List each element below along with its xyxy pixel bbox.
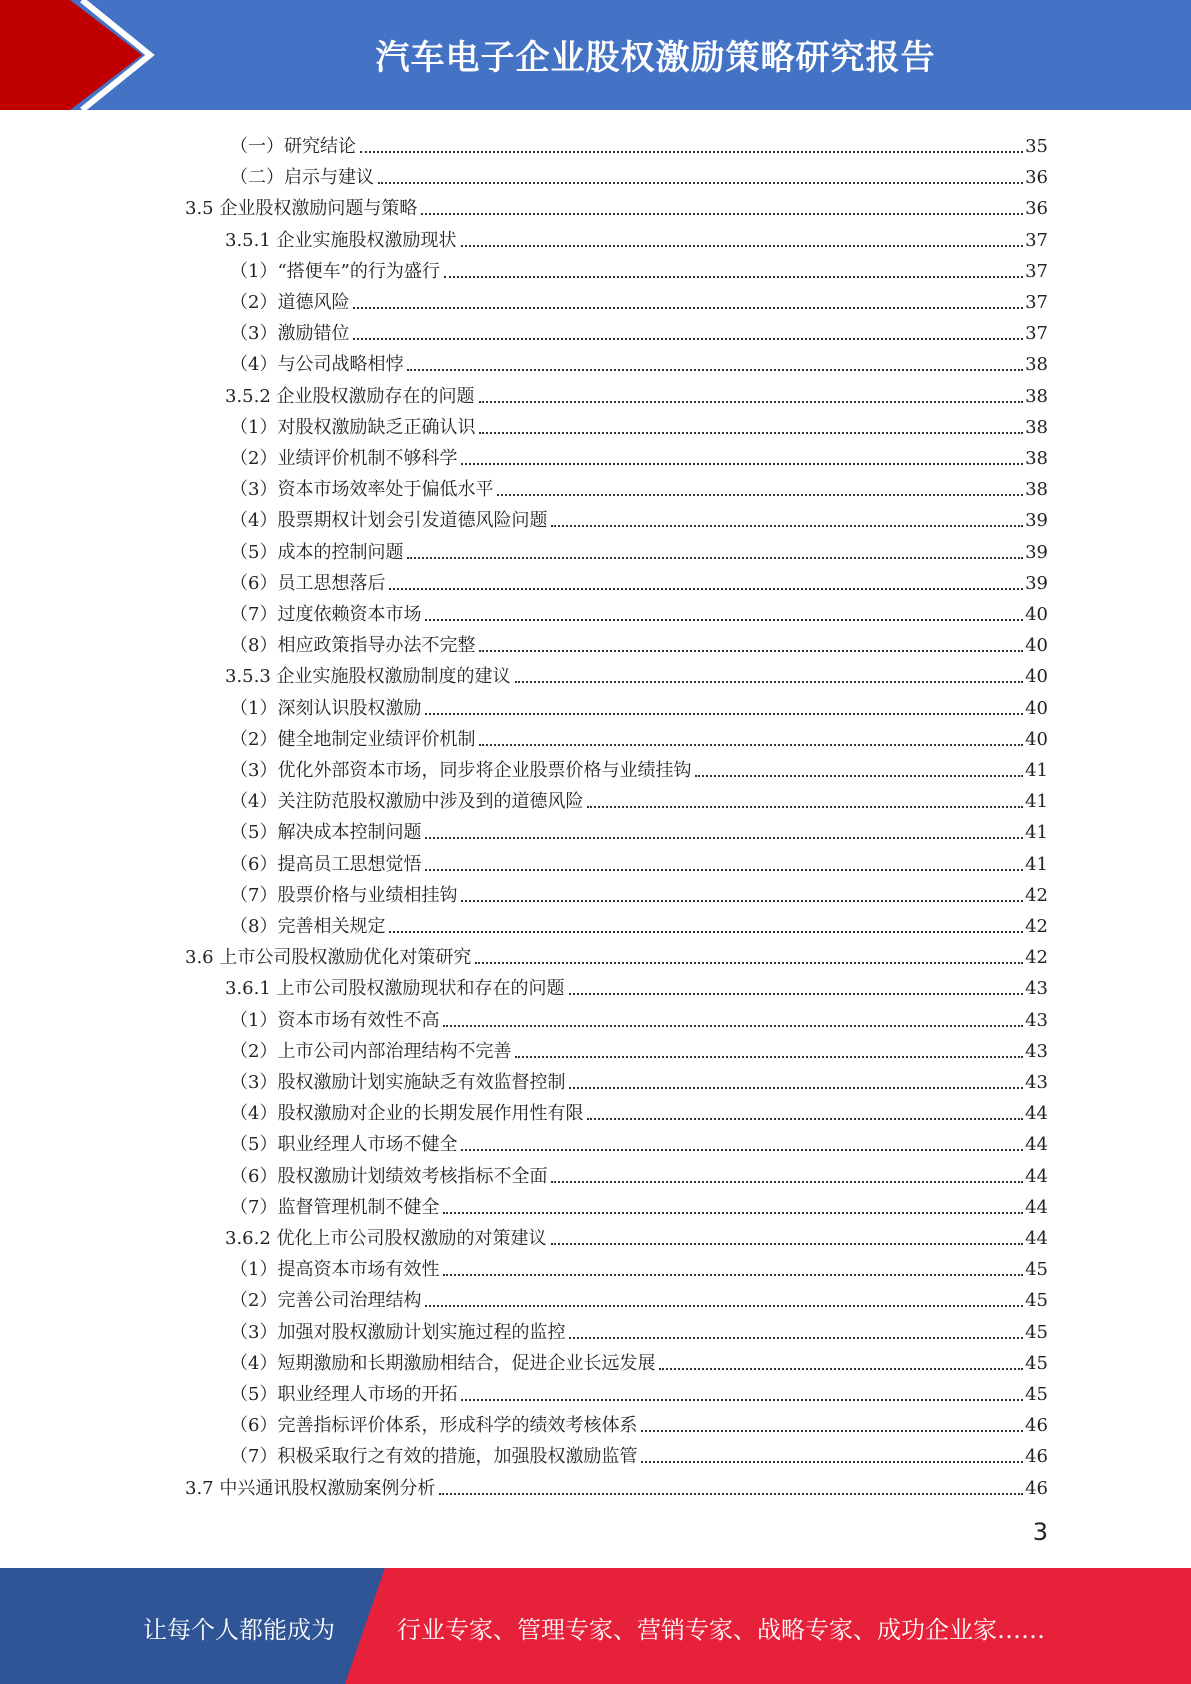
toc-entry-title: （2）完善公司治理结构 [230, 1290, 422, 1312]
toc-entry[interactable] [185, 938, 1048, 969]
toc-entry[interactable] [230, 127, 1048, 158]
toc-entry-page: 45 [1025, 1352, 1048, 1374]
toc-entry-title: （4）股权激励对企业的长期发展作用性有限 [230, 1103, 584, 1125]
toc-entry-page: 38 [1025, 385, 1048, 407]
toc-entry[interactable] [225, 221, 1048, 252]
toc-entry-title: （7）过度依赖资本市场 [230, 604, 422, 625]
toc-entry-title: （5）成本的控制问题 [230, 541, 404, 563]
toc-leader-dots [444, 276, 1023, 278]
toc-leader-dots [353, 338, 1023, 340]
toc-entry-title: （8）完善相关规定 [230, 916, 386, 937]
toc-leader-dots [425, 1305, 1023, 1307]
toc-leader-dots [551, 1243, 1024, 1245]
toc-entry[interactable] [230, 595, 1048, 626]
toc-entry-page: 44 [1025, 1134, 1048, 1156]
toc-entry-page: 36 [1025, 198, 1048, 220]
toc-leader-dots [407, 369, 1023, 371]
toc-entry[interactable] [230, 907, 1048, 938]
toc-entry[interactable] [225, 377, 1048, 408]
toc-entry-title: （3）股权激励计划实施缺乏有效监督控制 [230, 1072, 566, 1093]
toc-leader-dots [641, 1461, 1023, 1463]
toc-entry-page: 45 [1025, 1259, 1048, 1281]
toc-entry-title: （3）激励错位 [230, 323, 350, 345]
toc-leader-dots [587, 1118, 1023, 1120]
toc-entry[interactable] [225, 969, 1048, 1000]
toc-entry-title: （6）提高员工思想觉悟 [230, 853, 422, 875]
toc-entry-title: （2）健全地制定业绩评价机制 [230, 728, 476, 750]
toc-entry-page: 43 [1025, 1009, 1048, 1031]
toc-leader-dots [551, 525, 1023, 527]
toc-entry-page: 36 [1025, 167, 1048, 189]
toc-entry-page: 39 [1025, 572, 1048, 594]
toc-entry-page: 40 [1025, 666, 1048, 688]
toc-entry-page: 37 [1025, 292, 1048, 313]
toc-leader-dots [378, 182, 1023, 184]
report-title: 汽车电子企业股权激励策略研究报告 [375, 38, 936, 78]
toc-entry[interactable] [230, 689, 1048, 720]
toc-entry[interactable] [185, 1469, 1048, 1500]
toc-entry-page: 45 [1025, 1384, 1048, 1405]
toc-leader-dots [353, 307, 1023, 309]
toc-entry[interactable] [230, 501, 1048, 532]
toc-entry-page: 41 [1025, 822, 1048, 844]
page-footer [0, 1568, 1191, 1684]
footer-slogan-left: 让每个人都能成为 [143, 1616, 335, 1644]
toc-entry-page: 41 [1025, 853, 1048, 875]
toc-entry-page: 44 [1025, 1196, 1048, 1218]
toc-leader-dots [515, 681, 1024, 683]
toc-entry-title: 3.6 上市公司股权激励优化对策研究 [185, 947, 472, 969]
toc-entry-page: 40 [1025, 697, 1048, 719]
toc-entry[interactable] [230, 813, 1048, 844]
toc-leader-dots [695, 775, 1023, 777]
toc-leader-dots [443, 1025, 1023, 1027]
toc-entry[interactable] [230, 1001, 1048, 1032]
toc-entry[interactable] [230, 1094, 1048, 1125]
toc-entry-title: （7）监督管理机制不健全 [230, 1196, 440, 1218]
toc-entry-title: （7）积极采取行之有效的措施，加强股权激励监管 [230, 1446, 638, 1468]
toc-entry-title: （二）启示与建议 [230, 167, 374, 189]
toc-entry-title: （1）资本市场有效性不高 [230, 1009, 440, 1031]
toc-entry-title: （6）完善指标评价体系，形成科学的绩效考核体系 [230, 1415, 638, 1437]
toc-entry-page: 37 [1025, 260, 1048, 282]
toc-entry-title: （4）短期激励和长期激励相结合，促进企业长远发展 [230, 1352, 656, 1374]
toc-leader-dots [587, 806, 1023, 808]
toc-leader-dots [439, 1493, 1023, 1495]
toc-entry-title: （5）职业经理人市场的开拓 [230, 1384, 458, 1405]
toc-leader-dots [461, 900, 1023, 902]
toc-leader-dots [479, 401, 1024, 403]
toc-leader-dots [461, 463, 1023, 465]
toc-entry-title: （1）提高资本市场有效性 [230, 1259, 440, 1281]
toc-entry-page: 44 [1025, 1165, 1048, 1187]
toc-entry-title: （6）员工思想落后 [230, 572, 386, 594]
toc-entry-title: （1）深刻认识股权激励 [230, 697, 422, 719]
toc-entry[interactable] [230, 283, 1048, 314]
toc-entry[interactable] [225, 657, 1048, 688]
toc-entry-title: （1）对股权激励缺乏正确认识 [230, 416, 476, 438]
toc-entry[interactable] [230, 158, 1048, 189]
toc-entry-title: 3.5 企业股权激励问题与策略 [185, 198, 418, 220]
toc-leader-dots [443, 1212, 1023, 1214]
toc-leader-dots [407, 557, 1023, 559]
toc-entry[interactable] [230, 1406, 1048, 1437]
toc-entry[interactable] [230, 1125, 1048, 1156]
toc-entry-page: 45 [1025, 1321, 1048, 1343]
toc-entry[interactable] [230, 439, 1048, 470]
toc-entry[interactable] [230, 314, 1048, 345]
page-header [0, 0, 1191, 110]
toc-leader-dots [425, 713, 1023, 715]
toc-entry-page: 42 [1025, 916, 1048, 937]
toc-entry[interactable] [230, 1437, 1048, 1468]
toc-entry-title: 3.5.1 企业实施股权激励现状 [225, 229, 457, 251]
toc-entry-page: 40 [1025, 728, 1048, 750]
toc-entry-title: （4）关注防范股权激励中涉及到的道德风险 [230, 791, 584, 813]
toc-entry-page: 38 [1025, 354, 1048, 376]
toc-entry-page: 46 [1025, 1477, 1048, 1499]
toc-entry-title: （4）股票期权计划会引发道德风险问题 [230, 510, 548, 532]
toc-entry-page: 38 [1025, 416, 1048, 438]
toc-entry-title: 3.6.2 优化上市公司股权激励的对策建议 [225, 1228, 547, 1249]
toc-entry[interactable] [230, 1157, 1048, 1188]
toc-leader-dots [515, 1056, 1023, 1058]
toc-entry[interactable] [230, 564, 1048, 595]
toc-entry[interactable] [230, 626, 1048, 657]
toc-entry[interactable] [230, 1063, 1048, 1094]
toc-entry[interactable] [230, 1375, 1048, 1406]
toc-entry-page: 38 [1025, 479, 1048, 501]
toc-leader-dots [551, 1181, 1023, 1183]
toc-entry-page: 41 [1025, 791, 1048, 813]
toc-entry-page: 46 [1025, 1446, 1048, 1468]
toc-leader-dots [461, 1399, 1023, 1401]
toc-entry-title: （6）股权激励计划绩效考核指标不全面 [230, 1165, 548, 1187]
toc-leader-dots [569, 1087, 1023, 1089]
toc-leader-dots [389, 588, 1023, 590]
toc-entry-title: （2）业绩评价机制不够科学 [230, 448, 458, 469]
toc-entry[interactable] [185, 189, 1048, 220]
toc-entry-title: （8）相应政策指导办法不完整 [230, 635, 476, 657]
toc-entry-page: 44 [1025, 1228, 1048, 1249]
toc-entry-title: 3.5.2 企业股权激励存在的问题 [225, 385, 475, 407]
toc-leader-dots [443, 1274, 1023, 1276]
toc-entry-page: 35 [1025, 136, 1048, 157]
toc-leader-dots [479, 432, 1023, 434]
toc-entry-page: 40 [1025, 635, 1048, 657]
toc-entry-page: 43 [1025, 1072, 1048, 1093]
toc-entry[interactable] [230, 533, 1048, 564]
toc-entry[interactable] [230, 345, 1048, 376]
toc-leader-dots [421, 213, 1023, 215]
toc-entry[interactable] [230, 1344, 1048, 1375]
toc-entry-page: 40 [1025, 604, 1048, 625]
toc-entry-page: 39 [1025, 510, 1048, 532]
toc-entry[interactable] [230, 782, 1048, 813]
toc-entry-title: （5）解决成本控制问题 [230, 822, 422, 844]
toc-entry[interactable] [230, 1313, 1048, 1344]
toc-entry-page: 37 [1025, 229, 1048, 251]
toc-entry-title: 3.5.3 企业实施股权激励制度的建议 [225, 666, 511, 688]
toc-leader-dots [360, 151, 1023, 153]
toc-entry-page: 42 [1025, 884, 1048, 906]
toc-entry-page: 46 [1025, 1415, 1048, 1437]
toc-leader-dots [389, 931, 1023, 933]
toc-entry[interactable] [230, 845, 1048, 876]
toc-entry-title: （1）“搭便车”的行为盛行 [230, 260, 440, 282]
toc-entry[interactable] [230, 470, 1048, 501]
toc-leader-dots [641, 1430, 1023, 1432]
toc-entry-page: 39 [1025, 541, 1048, 563]
toc-leader-dots [659, 1368, 1023, 1370]
toc-entry[interactable] [230, 720, 1048, 751]
toc-entry-title: 3.6.1 上市公司股权激励现状和存在的问题 [225, 978, 565, 1000]
toc-entry-page: 43 [1025, 1040, 1048, 1062]
toc-entry-page: 42 [1025, 947, 1048, 969]
footer-slogan-right: 行业专家、管理专家、营销专家、战略专家、成功企业家…… [397, 1616, 1045, 1644]
toc-leader-dots [569, 993, 1024, 995]
toc-leader-dots [475, 962, 1023, 964]
toc-entry-title: （3）资本市场效率处于偏低水平 [230, 479, 494, 501]
toc-entry-page: 37 [1025, 323, 1048, 345]
toc-entry-page: 44 [1025, 1103, 1048, 1125]
toc-entry-title: （7）股票价格与业绩相挂钩 [230, 884, 458, 906]
toc-leader-dots [479, 650, 1023, 652]
toc-entry[interactable] [230, 751, 1048, 782]
toc-entry-page: 43 [1025, 978, 1048, 1000]
page-number: 3 [1032, 1518, 1048, 1546]
toc-entry[interactable] [230, 408, 1048, 439]
toc-entry-title: （4）与公司战略相悖 [230, 354, 404, 376]
toc-entry-title: （2）道德风险 [230, 292, 350, 313]
toc-leader-dots [461, 245, 1024, 247]
toc-entry-title: （2）上市公司内部治理结构不完善 [230, 1040, 512, 1062]
toc-entry-title: （5）职业经理人市场不健全 [230, 1134, 458, 1156]
toc-entry-page: 45 [1025, 1290, 1048, 1312]
toc-entry[interactable] [230, 1250, 1048, 1281]
toc-entry[interactable] [230, 252, 1048, 283]
toc-leader-dots [461, 1149, 1023, 1151]
toc-entry[interactable] [230, 1281, 1048, 1312]
toc-entry[interactable] [230, 876, 1048, 907]
toc-entry[interactable] [230, 1188, 1048, 1219]
toc-entry-title: （3）优化外部资本市场，同步将企业股票价格与业绩挂钩 [230, 760, 692, 781]
toc-leader-dots [497, 494, 1023, 496]
toc-entry[interactable] [230, 1032, 1048, 1063]
toc-entry-title: （3）加强对股权激励计划实施过程的监控 [230, 1321, 566, 1343]
toc-leader-dots [425, 869, 1023, 871]
toc-entry-title: （一）研究结论 [230, 136, 356, 157]
toc-leader-dots [425, 837, 1023, 839]
toc-leader-dots [479, 744, 1023, 746]
toc-entry-title: 3.7 中兴通讯股权激励案例分析 [185, 1477, 436, 1499]
toc-entry-page: 38 [1025, 448, 1048, 469]
toc-entry-page: 41 [1025, 760, 1048, 781]
toc-entry[interactable] [225, 1219, 1048, 1250]
toc-leader-dots [569, 1337, 1023, 1339]
toc-leader-dots [425, 619, 1023, 621]
